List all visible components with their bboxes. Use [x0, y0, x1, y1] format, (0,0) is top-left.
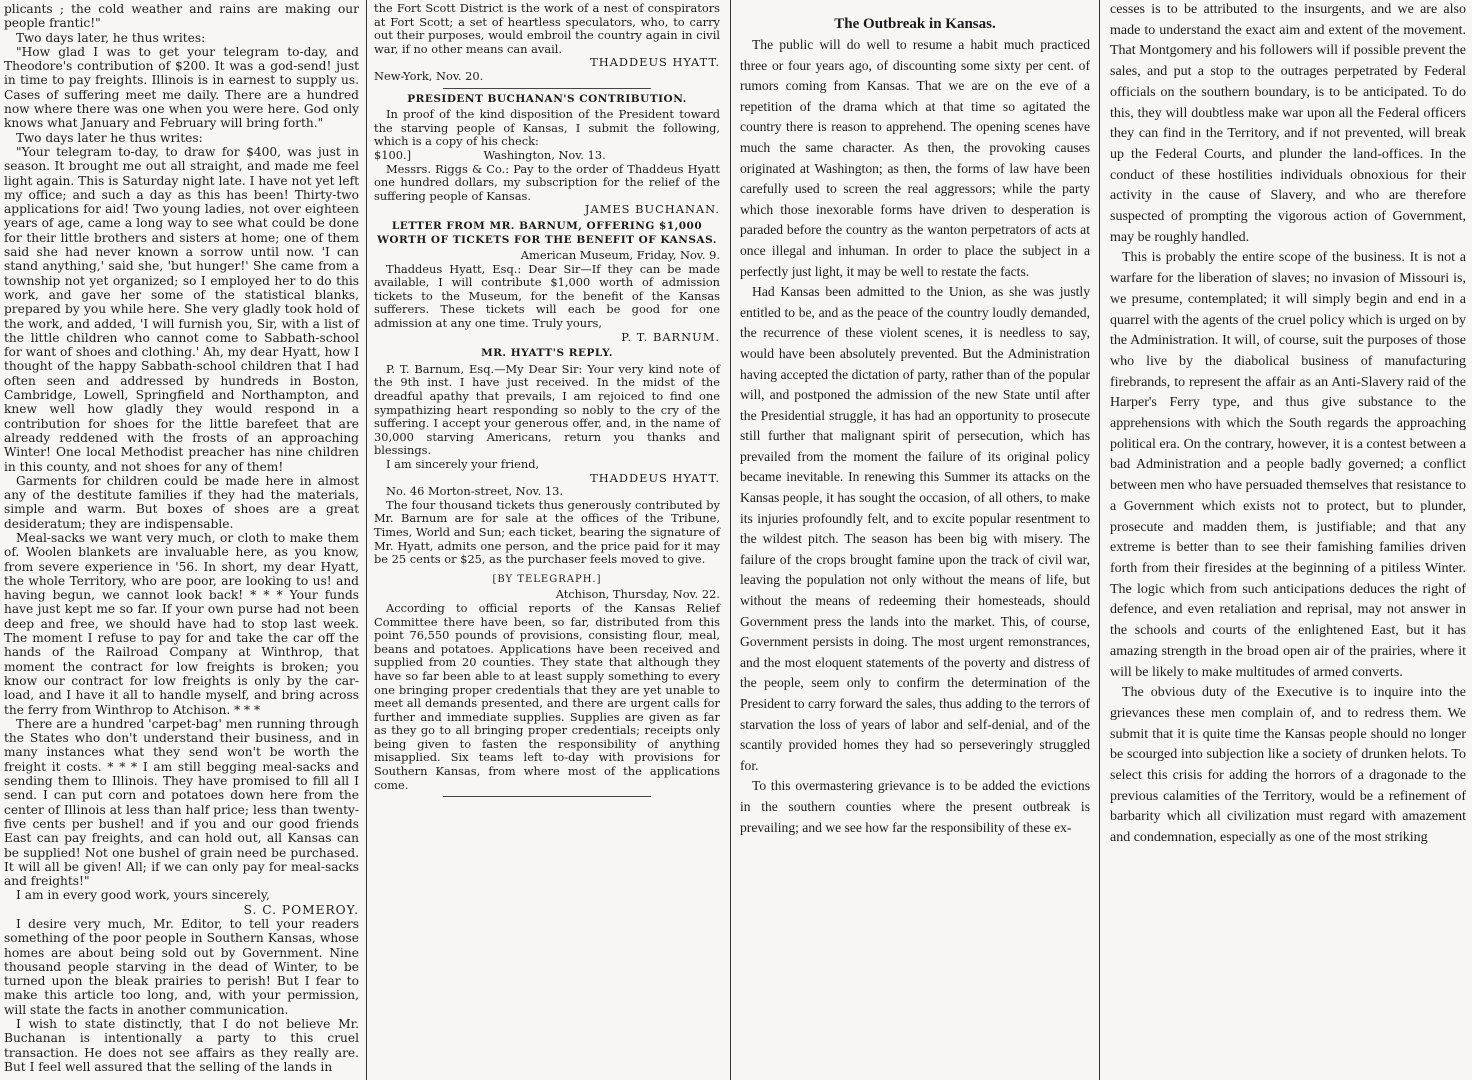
- check-line: [374, 149, 720, 163]
- column-rule: [730, 0, 731, 1080]
- paragraph: Two days later, he thus writes:: [16, 30, 206, 45]
- signature-barnum: P. T. BARNUM.: [621, 329, 720, 344]
- column-4-editorial-continued: [1100, 0, 1472, 1080]
- divider: [443, 796, 651, 797]
- dateline: Atchison, Thursday, Nov. 22.: [555, 587, 720, 602]
- signature-buchanan: JAMES BUCHANAN.: [584, 202, 720, 217]
- paragraph: I am sincerely your friend,: [386, 457, 540, 471]
- paragraph: I desire very much, Mr. Editor, to tell your readers something of the poor people in Southern Kansas, whose homes are about being sold out by Government. Nine thousand people starving in the dead of Winter, to be turned upon the bleak prairies to perish! But I fear to make this article too long, and, with your permission, will state the facts in another communication.: [4, 917, 359, 1017]
- paragraph: "How glad I was to get your telegram to-day, and Theodore's contribution of $200. It was a god-send! just in time to pay freights. Illinois is in earnest to supply us. Cases of suffering meet me daily. There are a hundred now where there was one when you were here. God only knows what January and February will bring forth.": [4, 44, 359, 131]
- paragraph: I wish to state distinctly, that I do not believe Mr. Buchanan is intentionally a party to this cruel transaction. He does not see affairs as they really are. But I feel well assured that the selling of the lands in: [4, 1017, 359, 1074]
- paragraph: Meal-sacks we want very much, or cloth to make them of. Woolen blankets are invaluable here, as you know, from severe experience in '56. In short, my dear Hyatt, the whole Territory, who are poor, are looking to us! and having begun, we cannot look back! * * * Your funds have just kept me so far. If your own purse had not been deep and free, we should have had to stop last week. The moment I refuse to pay for and take the car off the hands of the Railroad Company at Winthrop, that moment the contract for low freights is broken; you know our contract for low freights is only by the car-load, and I have it all to handle myself, and bring across the ferry from Winthrop to Atchison. * * *: [4, 530, 359, 717]
- paragraph: Had Kansas been admitted to the Union, as she was justly entitled to be, and as the peace of the country loudly demanded, the recurrence of these violent scenes, it is needless to say, would have been absolutely prevented. But the Administration having accepted the dictation of party, rather than of the popular will, and postponed the admission of the new State until after the Presidential struggle, it has had an opportunity to prosecute still further that malignant spirit of persecution, which has prevailed from the moment the failure of its original policy became inevitable. In renewing this Summer its attacks on the Kansas people, it has sought the occasion, of all others, to make its injuries profoundly felt, and to excite popular resentment to the wildest pitch. The season has been big with misery. The failure of the crops brought famine upon the track of civil war, leaving the population not only without the means of life, but without the means of redeeming their homesteads, should Government press the lands into the market. This, of course, Government persists in doing. The most urgent remonstrances, and the most eloquent statements of the poverty and distress of the people, seem only to confirm the determination of the President to carry forward the sales, thus adding to the terrors of starvation the loss of years of labor and self-denial, and of the scantily provided homes they had so perseveringly struggled for.: [740, 284, 1090, 773]
- paragraph: Garments for children could be made here in almost any of the destitute families if they had the materials, simple and warm. But boxes of shoes are a great desideratum; they are indispensable.: [4, 473, 359, 531]
- section-heading: MR. HYATT'S REPLY.: [481, 347, 613, 360]
- signature-hyatt: THADDEUS HYATT.: [590, 470, 720, 485]
- paragraph: Messrs. Riggs & Co.: Pay to the order of Thaddeus Hyatt one hundred dollars, my subscription for the relief of the suffering people of Kansas.: [374, 161, 720, 203]
- paragraph: To this overmastering grievance is to be added the evictions in the southern counties where the present outbreak is prevailing; and we see how far the responsibility of these ex-: [740, 778, 1090, 835]
- paragraph: This is probably the entire scope of the business. It is not a warfare for the liberation of slaves; no invasion of Missouri is, we presume, contemplated; it will simply begin and end in a quarrel with the agents of the cruel policy which is urged on by the Administration. It will, of course, suit the purposes of those who live by the diabolical business of manufacturing firebrands, to represent the affair as an Anti-Slavery raid of the Harper's Ferry type, and thus give substance to the apprehensions with which the South regards the approaching political era. On the contrary, however, it is a contest between a bad Administration and a people badly governed; a conflict between men who have persuaded themselves that resistance to a Government which exists not to protect, but to plunder, prosecute and madden them, is justifiable; and that any extreme is better than to see their famishing families driven forth from their firesides at the beginning of a pitiless Winter. The logic which from such anticipations deduces the right of defence, and even retaliation and reprisal, may not answer in the schools and courts of the enlightened East, but it has amazing strength in the broad open air of the prairies, where it will be likely to make multitudes of armed converts.: [1110, 250, 1466, 680]
- column-rule: [366, 0, 367, 1080]
- column-3-editorial: [734, 0, 1098, 1080]
- paragraph: The four thousand tickets thus generously contributed by Mr. Barnum are for sale at the offices of the Tribune, Times, World and Sun; each ticket, bearing the signature of Mr. Hyatt, admits one person, and the price paid for it may be 25 cents or $25, as the purchaser feels moved to give.: [374, 497, 720, 567]
- telegraph-heading: [BY TELEGRAPH.]: [492, 573, 602, 585]
- section-heading: PRESIDENT BUCHANAN'S CONTRIBUTION.: [407, 92, 687, 105]
- dateline: New-York, Nov. 20.: [374, 68, 484, 83]
- signature-pomeroy: S. C. POMEROY.: [243, 902, 359, 917]
- paragraph: There are a hundred 'carpet-bag' men running through the States who don't understand their business, and in many instances what they send won't be worth the freight it costs. * * * I am still begging meal-sacks and sending them to Illinois. They have promised to fill all I send. I can put corn and potatoes down here from the center of Illinois at less than half price; less than twenty-five cents per bushel! and if you and our good friends East can pay freights, and can hold out, all Kansas can be supplied! Not one bushel of grain need be purchased. It will all be given! All; if we can only pay for meal-sacks and freights!": [4, 716, 359, 889]
- article-title: The Outbreak in Kansas.: [834, 16, 996, 32]
- paragraph: Thaddeus Hyatt, Esq.: Dear Sir—If they can be made available, I will contribute $1,000 worth of admission tickets to the Museum, for the benefit of the Kansas sufferers. These tickets will each be good for one admission at any one time. Truly yours,: [374, 261, 720, 331]
- divider: [443, 88, 651, 89]
- paragraph: The public will do well to resume a habit much practiced three or four years ago, of discounting some sixty per cent. of rumors coming from Kansas. That we are on the eve of a repetition of the drama which at that time so agitated the country there is reason to apprehend. The opening scenes have much the same character. As then, the provoking causes originated at Washington; as then, the forms of law have been carefully used to screen the real aggressors; while the party which those inexorable forms have driven to desperation is paraded before the country as the wanton perpetrators of acts at once illegal and inhuman. In order to place the subject in a perfectly just light, it may be well to restate the facts.: [740, 37, 1090, 279]
- dateline: American Museum, Friday, Nov. 9.: [520, 248, 720, 263]
- paragraph: I am in every good work, yours sincerely,: [16, 888, 270, 903]
- paragraph: cesses is to be attributed to the insurgents, and we are also made to understand the exact aim and extent of the movement. That Montgomery and his followers will if possible prevent the sales, and put a stop to the outrages perpetrated by Federal officials on the southern boundary, is to be anticipated. To do this, they will doubtless make war upon all the Federal officers they can find in the Territory, and if not prevented, will break up the Federal Courts, and plunder the land-offices. In the conduct of these hostilities individuals obnoxious for their activity in the cause of Slavery, and who are therefore suspected of prompting the vigorous action of Government, may be roughly handled.: [1110, 2, 1466, 245]
- section-heading: LETTER FROM MR. BARNUM, OFFERING $1,000 WORTH OF TICKETS FOR THE BENEFIT OF KANSAS.: [377, 219, 717, 246]
- check-place: Washington, Nov. 13.: [483, 147, 606, 162]
- paragraph: The obvious duty of the Executive is to inquire into the grievances these men complain of, and to redress them. We submit that it is quite time the Kansas people should no longer be scourged into subjection like a society of drunken helots. To select this crisis for adding the horrors of a dragonade to the previous calamities of the Territory, would be a refinement of barbarity which all civilization must regard with amazement and condemnation, especially as one of the most striking: [1110, 685, 1466, 846]
- column-1-pomeroy-letter: [0, 0, 365, 1080]
- paragraph: According to official reports of the Kansas Relief Committee there have been, so far, distributed from this point 76,550 pounds of provisions, consisting flour, meal, beans and potatoes. Applications have been received and supplied from 20 counties. They state that although they have so far been able to at least supply something to every one bringing proper credentials that they are yet unable to meet all demands presented, and there are urgent calls for further and immediate supplies. Supplies are given as far as they go to all bringing proper credentials; receipts only being given to fasten the responsibility of anything misapplied. Six teams left to-day with provisions for Southern Kansas, from where most of the applications come.: [374, 600, 720, 792]
- address-line: No. 46 Morton-street, Nov. 13.: [386, 484, 563, 499]
- paragraph: plicants ; the cold weather and rains are making our people frantic!": [4, 2, 359, 31]
- paragraph: the Fort Scott District is the work of a nest of conspirators at Fort Scott; a set of heartless speculators, who, to carry out their purposes, would embroil the country again in civil war, if no other means can avail.: [374, 1, 720, 56]
- signature-hyatt: THADDEUS HYATT.: [590, 55, 720, 70]
- paragraph: In proof of the kind disposition of the President toward the starving people of Kansas, I submit the following, which is a copy of his check:: [374, 107, 720, 149]
- paragraph: P. T. Barnum, Esq.—My Dear Sir: Your very kind note of the 9th inst. I have just received. In the midst of the dreadful apathy that prevails, I am rejoiced to find one sympathizing heart responding so nobly to the cry of the suffering. I accept your generous offer, and, in the name of 30,000 starving Americans, return you thanks and blessings.: [374, 361, 720, 458]
- paragraph: Two days later he thus writes:: [16, 130, 203, 145]
- paragraph: "Your telegram to-day, to draw for $400, was just in season. It brought me out all straight, and made me feel light again. This is Saturday night late. I have not yet left my office; and such a day as this has been! Thirty-two applications for aid! Two young ladies, not over eighteen years of age, came a long way to see what could be done for their little brothers and sisters at home; one of them said she had never known a sorrow until now. 'I can stand anything,' said she, 'but hunger!' She came from a township not yet organized; so I employed her to do this work, and gave her some of the statistical blanks, prepared by you while here. She very gladly took hold of the work, and added, 'I will furnish you, Sir, with a list of the little children who cannot come to Sabbath-school for want of shoes and clothing.' Ah, my dear Hyatt, how I thought of the happy Sabbath-school children that I had often seen and addressed by hundreds in Boston, Cambridge, Lowell, Springfield and Northampton, and knew well how gladly they would respond in a contribution for shoes for the little barefeet that are already reddened with the frosts of an approaching Winter! One local Methodist preacher has nine children in this county, and not shoes for any of them!: [4, 144, 359, 474]
- check-amount: $100.]: [374, 147, 412, 162]
- column-2-hyatt-correspondence: [368, 0, 728, 1080]
